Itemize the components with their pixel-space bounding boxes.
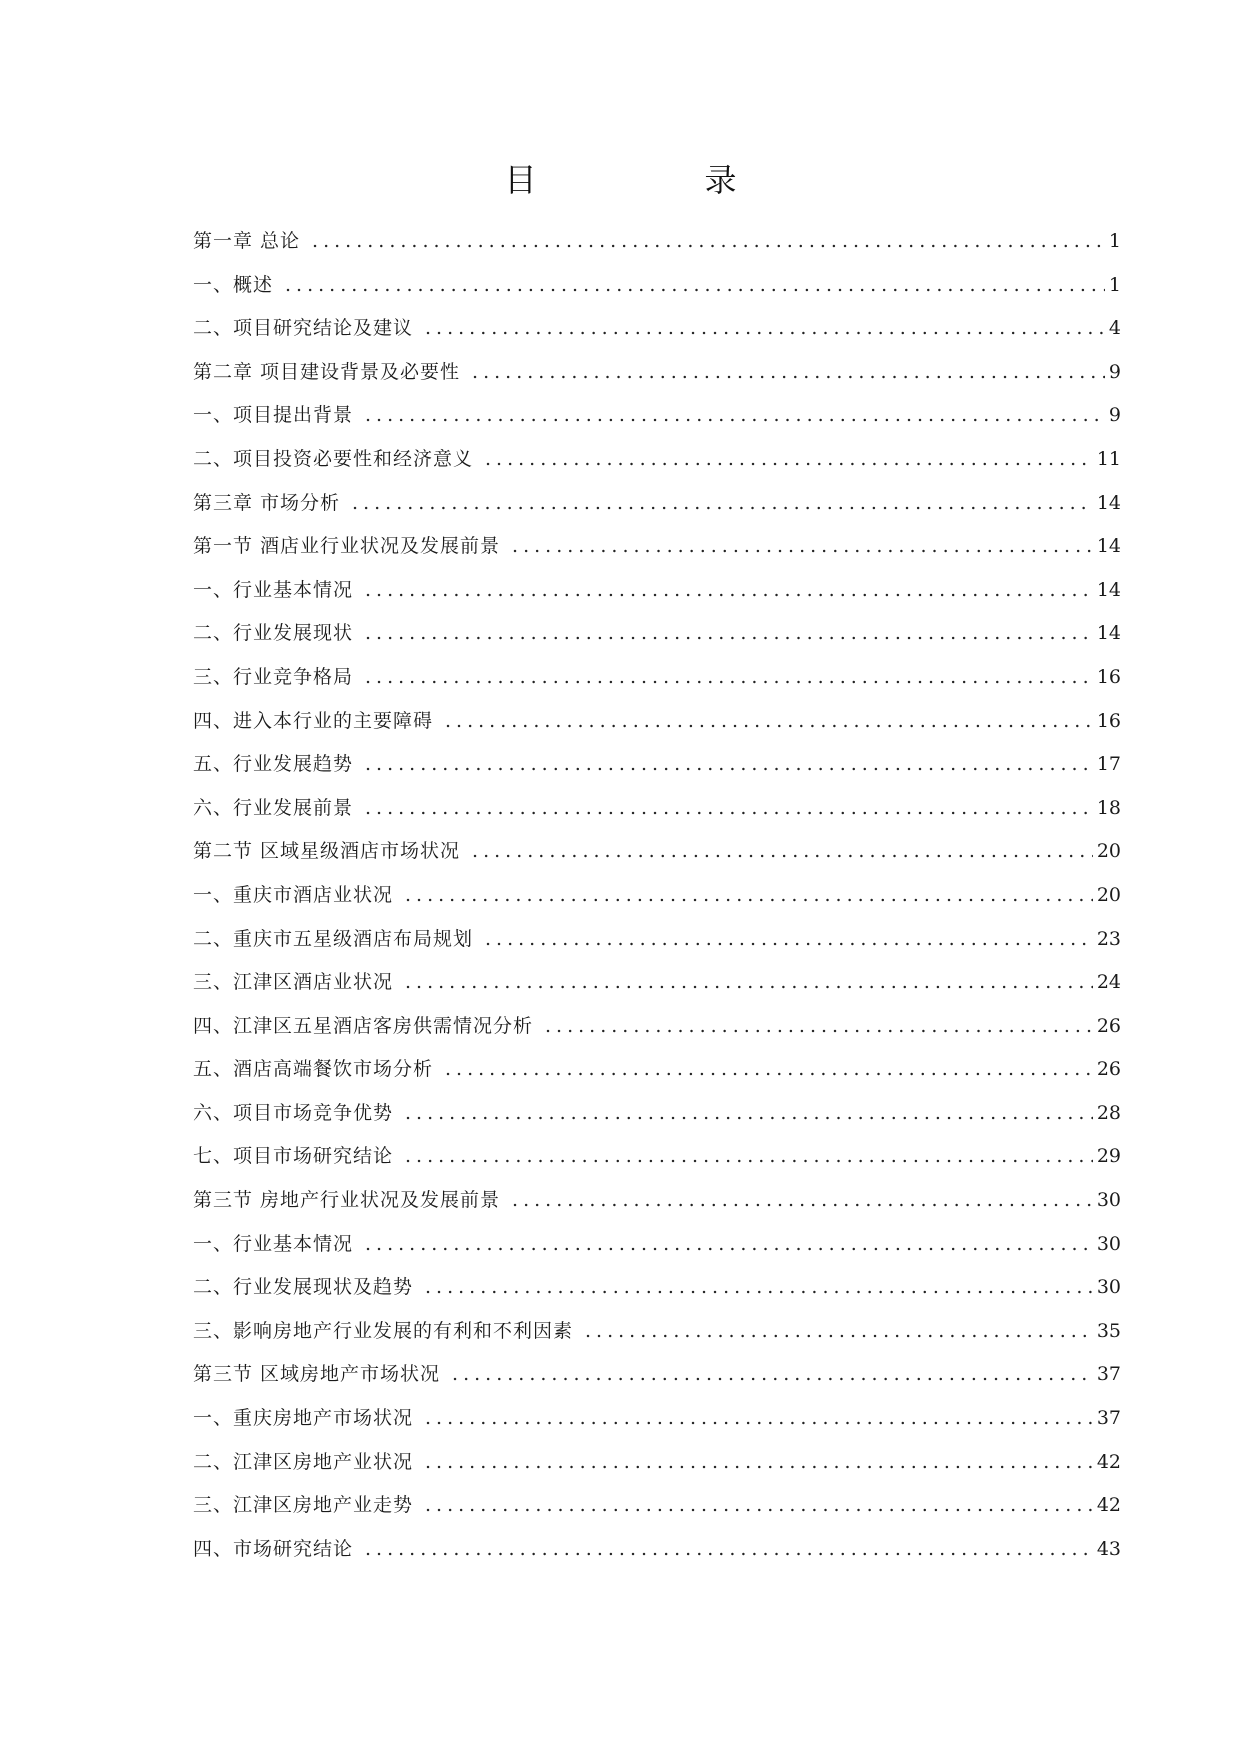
toc-entry[interactable] xyxy=(193,1441,1121,1485)
toc-page-number: 16 xyxy=(1096,665,1121,688)
toc-page-number: 9 xyxy=(1108,360,1121,383)
toc-entry-label: 三、影响房地产行业发展的有利和不利因素 xyxy=(193,1319,574,1342)
toc-entry[interactable] xyxy=(193,1179,1121,1223)
toc-dot-leader xyxy=(512,525,1093,569)
toc-entry-label: 二、江津区房地产业状况 xyxy=(193,1450,414,1473)
toc-entry-label: 二、行业发展现状及趋势 xyxy=(193,1276,414,1299)
toc-dot-leader xyxy=(445,1048,1093,1092)
toc-entry-label: 第三章 市场分析 xyxy=(193,491,341,514)
toc-page-number: 29 xyxy=(1096,1145,1121,1168)
toc-entry-label: 一、项目提出背景 xyxy=(193,404,354,427)
toc-entry-label: 第三节 区域房地产市场状况 xyxy=(193,1363,441,1386)
toc-dot-leader xyxy=(425,307,1105,351)
toc-page-number: 1 xyxy=(1108,273,1121,296)
toc-entry-label: 第一节 酒店业行业状况及发展前景 xyxy=(193,535,501,558)
toc-entry-label: 七、项目市场研究结论 xyxy=(193,1145,394,1168)
toc-page-number: 1 xyxy=(1108,230,1121,252)
toc-entry[interactable] xyxy=(193,220,1121,264)
toc-dot-leader xyxy=(365,612,1093,656)
toc-dot-leader xyxy=(585,1310,1093,1354)
toc-entry-label: 一、行业基本情况 xyxy=(193,578,354,601)
toc-dot-leader xyxy=(425,1484,1093,1528)
toc-entry-label: 第三节 房地产行业状况及发展前景 xyxy=(193,1189,501,1212)
toc-page-number: 17 xyxy=(1096,753,1121,776)
toc-page-number: 11 xyxy=(1096,447,1121,470)
toc-page-number: 24 xyxy=(1096,971,1121,994)
toc-dot-leader xyxy=(365,1223,1093,1267)
toc-dot-leader xyxy=(472,351,1105,395)
toc-entry-label: 二、行业发展现状 xyxy=(193,622,354,645)
toc-entry-label: 第二章 项目建设背景及必要性 xyxy=(193,360,461,383)
toc-page-number: 26 xyxy=(1096,1014,1121,1037)
toc-dot-leader xyxy=(405,961,1093,1005)
toc-page-number: 14 xyxy=(1096,578,1121,601)
toc-dot-leader xyxy=(425,1397,1093,1441)
toc-dot-leader xyxy=(485,438,1093,482)
toc-entry[interactable] xyxy=(193,1048,1121,1092)
toc-page-number: 37 xyxy=(1096,1407,1121,1430)
toc-dot-leader xyxy=(472,830,1093,874)
toc-entry[interactable] xyxy=(193,1005,1121,1049)
toc-entry[interactable] xyxy=(193,1092,1121,1136)
toc-entry-label: 二、项目研究结论及建议 xyxy=(193,317,414,340)
toc-page-number: 20 xyxy=(1096,840,1121,863)
toc-dot-leader xyxy=(365,787,1093,831)
toc-page-number: 14 xyxy=(1096,535,1121,558)
toc-page-number: 37 xyxy=(1096,1363,1121,1386)
toc-entry-label: 四、江津区五星酒店客房供需情况分析 xyxy=(193,1014,534,1037)
toc-entry-label: 三、江津区房地产业走势 xyxy=(193,1494,414,1517)
toc-entry-label: 六、行业发展前景 xyxy=(193,796,354,819)
toc-page-number: 35 xyxy=(1096,1319,1121,1342)
toc-entry-label: 一、重庆市酒店业状况 xyxy=(193,883,394,906)
toc-entry[interactable] xyxy=(193,1135,1121,1179)
toc-dot-leader xyxy=(545,1005,1093,1049)
toc-entry-label: 第二节 区域星级酒店市场状况 xyxy=(193,840,461,863)
toc-dot-leader xyxy=(425,1266,1093,1310)
toc-page-number: 14 xyxy=(1096,491,1121,514)
toc-page-number: 20 xyxy=(1096,883,1121,906)
toc-dot-leader xyxy=(312,220,1105,264)
table-of-contents xyxy=(193,220,1121,1571)
toc-page-number: 14 xyxy=(1096,622,1121,645)
toc-entry-label: 一、重庆房地产市场状况 xyxy=(193,1407,414,1430)
toc-entry[interactable] xyxy=(193,1266,1121,1310)
toc-entry[interactable] xyxy=(193,394,1121,438)
toc-dot-leader xyxy=(365,1528,1093,1572)
toc-dot-leader xyxy=(445,700,1093,744)
toc-page-number: 16 xyxy=(1096,709,1121,732)
toc-entry[interactable] xyxy=(193,525,1121,569)
toc-dot-leader xyxy=(365,743,1093,787)
toc-dot-leader xyxy=(352,482,1093,526)
toc-entry[interactable] xyxy=(193,656,1121,700)
toc-entry[interactable] xyxy=(193,1484,1121,1528)
toc-page-number: 30 xyxy=(1096,1232,1121,1255)
toc-entry[interactable] xyxy=(193,1310,1121,1354)
toc-entry[interactable] xyxy=(193,830,1121,874)
toc-entry[interactable] xyxy=(193,1223,1121,1267)
toc-entry[interactable] xyxy=(193,787,1121,831)
toc-page-number: 42 xyxy=(1096,1450,1121,1473)
toc-page-number: 43 xyxy=(1096,1537,1121,1560)
toc-page-number: 30 xyxy=(1096,1276,1121,1299)
toc-entry-label: 三、江津区酒店业状况 xyxy=(193,971,394,994)
toc-entry[interactable] xyxy=(193,1353,1121,1397)
toc-page-number: 9 xyxy=(1108,404,1121,427)
toc-dot-leader xyxy=(365,569,1093,613)
toc-entry-label: 一、概述 xyxy=(193,273,274,296)
toc-entry[interactable] xyxy=(193,961,1121,1005)
toc-entry[interactable] xyxy=(193,1528,1121,1572)
toc-entry-label: 二、重庆市五星级酒店布局规划 xyxy=(193,927,474,950)
toc-dot-leader xyxy=(405,1092,1093,1136)
toc-page-number: 18 xyxy=(1096,796,1121,819)
toc-entry[interactable] xyxy=(193,612,1121,656)
toc-entry[interactable] xyxy=(193,351,1121,395)
toc-entry[interactable] xyxy=(193,874,1121,918)
toc-entry[interactable] xyxy=(193,743,1121,787)
toc-entry[interactable] xyxy=(193,918,1121,962)
toc-page-number: 26 xyxy=(1096,1058,1121,1081)
toc-entry[interactable] xyxy=(193,307,1121,351)
toc-entry-label: 六、项目市场竞争优势 xyxy=(193,1101,394,1124)
toc-entry-label: 二、项目投资必要性和经济意义 xyxy=(193,447,474,470)
toc-page-number: 28 xyxy=(1096,1101,1121,1124)
toc-entry[interactable] xyxy=(193,264,1121,308)
toc-title: 目 录 xyxy=(504,161,805,199)
toc-dot-leader xyxy=(365,656,1093,700)
toc-page-number: 30 xyxy=(1096,1189,1121,1212)
toc-entry-label: 四、进入本行业的主要障碍 xyxy=(193,709,434,732)
toc-entry-label: 四、市场研究结论 xyxy=(193,1537,354,1560)
toc-page-number: 23 xyxy=(1096,927,1121,950)
toc-entry-label: 五、酒店高端餐饮市场分析 xyxy=(193,1058,434,1081)
toc-entry[interactable] xyxy=(193,438,1121,482)
toc-entry-label: 五、行业发展趋势 xyxy=(193,753,354,776)
toc-entry-label: 第一章 总论 xyxy=(193,230,301,252)
toc-page-number: 4 xyxy=(1108,317,1121,340)
toc-entry-label: 三、行业竞争格局 xyxy=(193,665,354,688)
toc-dot-leader xyxy=(512,1179,1093,1223)
toc-page-number: 42 xyxy=(1096,1494,1121,1517)
toc-entry[interactable] xyxy=(193,482,1121,526)
toc-entry[interactable] xyxy=(193,700,1121,744)
toc-dot-leader xyxy=(405,874,1093,918)
toc-entry[interactable] xyxy=(193,569,1121,613)
toc-dot-leader xyxy=(365,394,1105,438)
toc-dot-leader xyxy=(452,1353,1093,1397)
toc-dot-leader xyxy=(405,1135,1093,1179)
toc-dot-leader xyxy=(285,264,1105,308)
toc-entry-label: 一、行业基本情况 xyxy=(193,1232,354,1255)
toc-dot-leader xyxy=(485,918,1093,962)
toc-dot-leader xyxy=(425,1441,1093,1485)
toc-entry[interactable] xyxy=(193,1397,1121,1441)
